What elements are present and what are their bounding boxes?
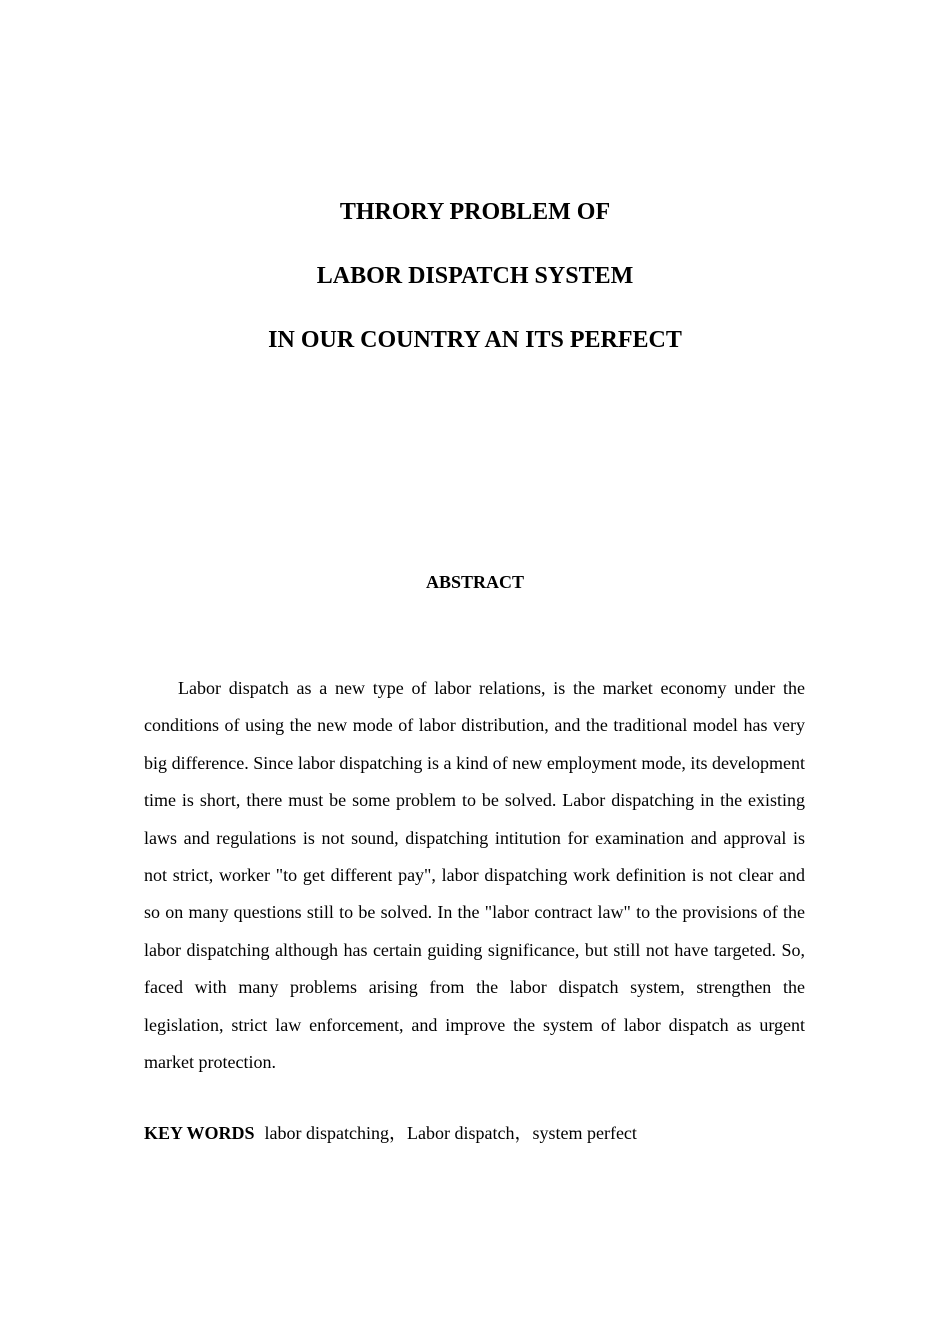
title-line-3: IN OUR COUNTRY AN ITS PERFECT — [268, 327, 682, 353]
keywords-value: labor dispatching，Labor dispatch，system perfect — [264, 1123, 637, 1143]
keywords-line — [144, 1120, 805, 1146]
title-line-1: THRORY PROBLEM OF — [339, 199, 611, 225]
keywords-label: KEY WORDS — [144, 1123, 255, 1143]
abstract-body: Labor dispatch as a new type of labor relations, is the market economy under the conditions of using the new mode of labor distribution, and the traditional model has very big difference. Since labor dispatching is a kind of new employment mode, its development time is short, there must be some problem to be solved. Labor dispatching in the existing laws and regulations is not sound, dispatching intitution for examination and approval is not strict, worker "to get different pay", labor dispatching work definition is not clear and so on many questions still to be solved. In the "labor contract law" to the provisions of the labor dispatching although has certain guiding significance, but still not have targeted. So, faced with many problems arising from the labor dispatch system, strengthen the legislation, strict law enforcement, and improve the system of labor dispatch as urgent market protection. — [144, 678, 805, 1073]
abstract-heading: ABSTRACT — [425, 572, 525, 592]
title-line-2: LABOR DISPATCH SYSTEM — [316, 263, 634, 289]
